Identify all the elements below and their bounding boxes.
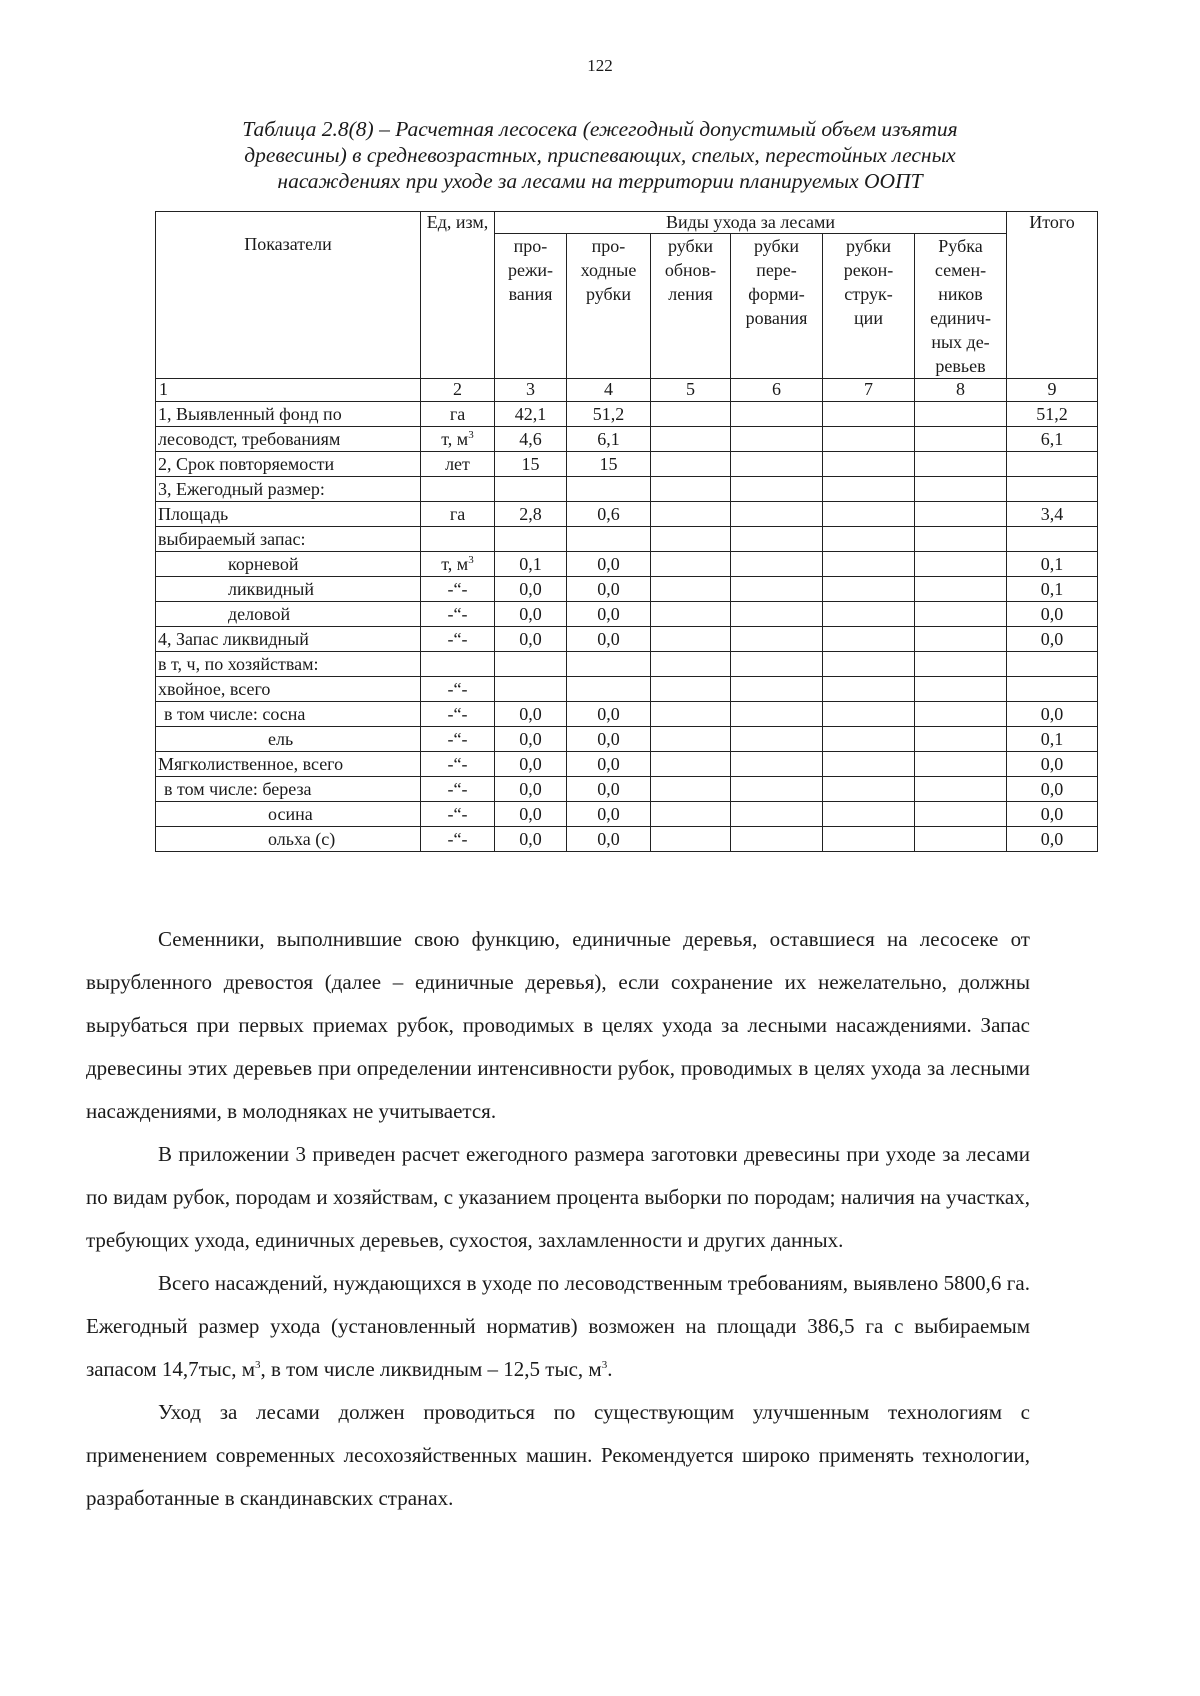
cell-total: 0,0	[1007, 702, 1098, 727]
column-index: 9	[1007, 379, 1098, 402]
cell-value: 0,0	[567, 577, 651, 602]
cell-value	[823, 552, 915, 577]
row-unit	[421, 702, 495, 727]
table-caption	[160, 116, 1040, 194]
cell-value	[915, 627, 1007, 652]
cell-value	[651, 552, 731, 577]
header-care-type-line: вания	[508, 284, 553, 304]
cell-value: 6,1	[567, 427, 651, 452]
paragraph-text: Всего насаждений, нуждающихся в уходе по лесоводственным требованиям, выявлено 5800,6 га. Ежегодный размер ухода (установленный норматив) возможен на площади 386,5 га с выбираемым запасом 14,7тыс, м	[86, 1271, 1030, 1381]
row-unit	[421, 502, 495, 527]
cell-value	[731, 402, 823, 427]
header-care-type-line: ления	[668, 284, 713, 304]
cell-value	[731, 627, 823, 652]
cell-value	[915, 752, 1007, 777]
header-care-type-line: ников	[938, 284, 983, 304]
table-row	[156, 477, 1098, 502]
row-label: хвойное, всего	[156, 677, 421, 702]
row-label: в том числе: береза	[156, 777, 421, 802]
cell-value: 0,6	[567, 502, 651, 527]
cell-total: 0,0	[1007, 802, 1098, 827]
row-label: корневой	[156, 552, 421, 577]
caption-line: Таблица 2.8(8) – Расчетная лесосека (ежегодный допустимый объем изъятия	[242, 117, 958, 141]
row-label: деловой	[156, 602, 421, 627]
header-care-type-line: семен-	[934, 260, 987, 280]
cell-value	[731, 752, 823, 777]
row-unit-text: т, м	[441, 553, 469, 574]
cell-value	[651, 477, 731, 502]
cell-value	[651, 627, 731, 652]
header-care-type-line: ции	[854, 308, 883, 328]
cell-value	[915, 477, 1007, 502]
cell-value	[731, 827, 823, 852]
header-care-type-line: ных де-	[931, 332, 990, 352]
header-care-type-2	[567, 234, 651, 379]
cell-value	[823, 777, 915, 802]
cell-value	[915, 652, 1007, 677]
cell-value	[567, 677, 651, 702]
header-care-type-5	[823, 234, 915, 379]
caption-line: насаждениях при уходе за лесами на территории планируемых ООПТ	[277, 169, 923, 193]
cell-value	[823, 652, 915, 677]
row-unit-text: га	[449, 403, 466, 424]
cell-value	[915, 827, 1007, 852]
table-row	[156, 802, 1098, 827]
paragraph-text: , в том числе ликвидным – 12,5 тыс, м	[260, 1357, 602, 1381]
paragraph-text: .	[607, 1357, 613, 1381]
cell-value	[651, 777, 731, 802]
cell-value	[651, 727, 731, 752]
cell-total	[1007, 477, 1098, 502]
cell-total: 0,0	[1007, 827, 1098, 852]
cell-value	[651, 752, 731, 777]
cell-value	[567, 477, 651, 502]
cell-value	[651, 402, 731, 427]
cell-value	[731, 502, 823, 527]
cell-value: 0,0	[567, 627, 651, 652]
table-row	[156, 577, 1098, 602]
cell-value	[823, 827, 915, 852]
cell-total: 0,0	[1007, 777, 1098, 802]
cell-total	[1007, 677, 1098, 702]
column-index: 2	[421, 379, 495, 402]
cell-value	[495, 477, 567, 502]
row-label: в т, ч, по хозяйствам:	[156, 652, 421, 677]
cell-total: 0,1	[1007, 577, 1098, 602]
cell-value	[651, 802, 731, 827]
row-label: 1, Выявленный фонд по	[156, 402, 421, 427]
cell-total: 0,0	[1007, 602, 1098, 627]
row-label: выбираемый запас:	[156, 527, 421, 552]
row-unit-text: -“-	[447, 578, 468, 599]
cell-value	[651, 502, 731, 527]
cell-value	[495, 527, 567, 552]
cell-value	[915, 502, 1007, 527]
cell-value	[823, 452, 915, 477]
cell-total: 6,1	[1007, 427, 1098, 452]
row-unit-text: -“-	[447, 778, 468, 799]
page-number: 122	[587, 56, 613, 75]
cell-value	[915, 727, 1007, 752]
body-text	[86, 918, 1030, 1520]
cell-value: 0,0	[567, 752, 651, 777]
row-unit	[421, 452, 495, 477]
header-unit	[421, 212, 495, 379]
column-index: 1	[156, 379, 421, 402]
cell-value	[915, 677, 1007, 702]
row-unit	[421, 402, 495, 427]
paragraph	[86, 1262, 1030, 1391]
table-row	[156, 652, 1098, 677]
table-row	[156, 777, 1098, 802]
cell-value	[731, 427, 823, 452]
cell-value: 0,0	[567, 802, 651, 827]
paragraph: В приложении 3 приведен расчет ежегодного размера заготовки древесины при уходе за лесами по видам рубок, породам и хозяйствам, с указанием процента выборки по породам; наличия на участках, требующих ухода, единичных деревьев, сухостоя, захламленности и других данных.	[86, 1142, 1030, 1252]
cell-value	[915, 602, 1007, 627]
cell-value: 2,8	[495, 502, 567, 527]
cell-value	[651, 527, 731, 552]
cell-value	[651, 577, 731, 602]
cell-value	[915, 777, 1007, 802]
header-care-type-3	[651, 234, 731, 379]
paragraph: Уход за лесами должен проводиться по существующим улучшенным технологиям с применением современных лесохозяйственных машин. Рекомендуется широко применять технологии, разработанные в скандинавских странах.	[86, 1400, 1030, 1510]
cell-value	[823, 577, 915, 602]
cell-total: 0,0	[1007, 752, 1098, 777]
row-label: ольха (с)	[156, 827, 421, 852]
row-unit	[421, 477, 495, 502]
header-care-type-line: рубки	[753, 236, 800, 256]
cell-total	[1007, 527, 1098, 552]
cell-value: 0,0	[567, 727, 651, 752]
cell-value: 0,0	[495, 777, 567, 802]
cell-total	[1007, 652, 1098, 677]
cell-total: 0,0	[1007, 627, 1098, 652]
header-care-types: Виды ухода за лесами	[495, 212, 1007, 234]
header-total: Итого	[1007, 212, 1098, 379]
cell-value: 0,0	[495, 627, 567, 652]
row-unit	[421, 577, 495, 602]
cell-value: 0,0	[495, 802, 567, 827]
cell-total: 0,1	[1007, 552, 1098, 577]
header-care-type-line: рубки	[667, 236, 714, 256]
cell-value	[823, 402, 915, 427]
cell-value	[567, 652, 651, 677]
cell-value	[915, 802, 1007, 827]
row-label: 3, Ежегодный размер:	[156, 477, 421, 502]
row-unit	[421, 777, 495, 802]
cell-value	[731, 602, 823, 627]
cell-value	[651, 427, 731, 452]
table-row	[156, 427, 1098, 452]
cell-value	[731, 577, 823, 602]
cell-value	[731, 677, 823, 702]
row-unit	[421, 802, 495, 827]
cell-total: 51,2	[1007, 402, 1098, 427]
row-unit	[421, 677, 495, 702]
cell-total: 0,1	[1007, 727, 1098, 752]
header-unit-label: Ед, изм,	[426, 212, 489, 232]
column-index: 6	[731, 379, 823, 402]
cell-value	[731, 652, 823, 677]
row-unit-sup: 3	[468, 428, 474, 441]
row-unit-text: -“-	[447, 828, 468, 849]
cell-value	[915, 527, 1007, 552]
cell-value	[651, 452, 731, 477]
cell-value	[823, 752, 915, 777]
cell-value: 0,0	[567, 827, 651, 852]
cell-value	[651, 702, 731, 727]
cell-value	[823, 502, 915, 527]
caption-line: древесины) в средневозрастных, приспевающих, спелых, перестойных лесных	[244, 143, 956, 167]
table-row	[156, 402, 1098, 427]
cell-value	[731, 477, 823, 502]
cell-value	[731, 727, 823, 752]
row-label: Мягколиственное, всего	[156, 752, 421, 777]
header-care-type-line: единич-	[930, 308, 991, 328]
row-unit	[421, 527, 495, 552]
row-unit	[421, 727, 495, 752]
cell-value	[731, 802, 823, 827]
cell-value	[823, 802, 915, 827]
cell-value: 0,0	[567, 602, 651, 627]
row-label: ель	[156, 727, 421, 752]
row-label: 4, Запас ликвидный	[156, 627, 421, 652]
header-care-type-line: пере-	[756, 260, 797, 280]
cell-value	[495, 652, 567, 677]
cell-value: 0,0	[567, 552, 651, 577]
row-unit-text: -“-	[447, 678, 468, 699]
header-care-type-line: про-	[513, 236, 548, 256]
cell-value	[823, 702, 915, 727]
row-unit	[421, 627, 495, 652]
cell-value: 0,0	[495, 577, 567, 602]
cell-value	[915, 702, 1007, 727]
header-care-type-line: струк-	[844, 284, 893, 304]
paragraph: Семенники, выполнившие свою функцию, единичные деревья, оставшиеся на лесосеке от вырубленного древостоя (далее – единичные деревья), если сохранение их нежелательно, должны вырубаться при первых приемах рубок, проводимых в целях ухода за лесными насаждениями. Запас древесины этих деревьев при определении интенсивности рубок, проводимых в целях ухода за лесными насаждениями, в молодняках не учитывается.	[86, 927, 1030, 1123]
cell-value	[915, 577, 1007, 602]
cell-value: 0,0	[567, 702, 651, 727]
header-care-type-line: обнов-	[664, 260, 717, 280]
cell-value: 4,6	[495, 427, 567, 452]
cell-value	[651, 827, 731, 852]
row-unit	[421, 602, 495, 627]
header-care-type-6	[915, 234, 1007, 379]
cell-value	[823, 527, 915, 552]
row-unit	[421, 752, 495, 777]
cell-value: 51,2	[567, 402, 651, 427]
cell-value	[651, 602, 731, 627]
superscript: 3	[255, 1359, 261, 1371]
cell-value	[651, 652, 731, 677]
cell-value	[731, 552, 823, 577]
row-unit-text: -“-	[447, 753, 468, 774]
table-row	[156, 452, 1098, 477]
cell-value	[495, 677, 567, 702]
row-label: ликвидный	[156, 577, 421, 602]
column-index: 8	[915, 379, 1007, 402]
cell-value: 42,1	[495, 402, 567, 427]
cell-value	[651, 677, 731, 702]
table-row	[156, 827, 1098, 852]
table-row	[156, 527, 1098, 552]
header-care-type-line: ходные	[580, 260, 637, 280]
row-label: осина	[156, 802, 421, 827]
row-unit-text: -“-	[447, 728, 468, 749]
row-unit-text: т, м	[441, 428, 469, 449]
table-row	[156, 552, 1098, 577]
cell-value	[731, 702, 823, 727]
cell-value: 0,0	[495, 602, 567, 627]
cell-value	[823, 627, 915, 652]
header-care-type-line: рекон-	[843, 260, 894, 280]
cell-value: 0,0	[495, 827, 567, 852]
cell-value	[823, 477, 915, 502]
table-row	[156, 677, 1098, 702]
cell-value: 0,0	[495, 727, 567, 752]
row-unit-text: -“-	[447, 628, 468, 649]
row-label: в том числе: сосна	[156, 702, 421, 727]
row-unit	[421, 552, 495, 577]
header-care-type-4	[731, 234, 823, 379]
cell-value	[823, 677, 915, 702]
cell-value	[731, 452, 823, 477]
cell-value	[731, 777, 823, 802]
table-row	[156, 602, 1098, 627]
column-index: 4	[567, 379, 651, 402]
table-row	[156, 752, 1098, 777]
cell-value: 15	[495, 452, 567, 477]
row-unit-text: -“-	[447, 803, 468, 824]
header-care-type-line: про-	[591, 236, 626, 256]
header-care-type-line: рования	[745, 308, 808, 328]
cell-value: 0,0	[495, 752, 567, 777]
header-care-type-line: форми-	[748, 284, 805, 304]
cell-value	[731, 527, 823, 552]
row-unit	[421, 427, 495, 452]
cell-value	[567, 527, 651, 552]
row-unit-text: -“-	[447, 603, 468, 624]
cell-value	[915, 427, 1007, 452]
cell-value	[823, 427, 915, 452]
row-unit	[421, 827, 495, 852]
row-label: 2, Срок повторяемости	[156, 452, 421, 477]
table-row	[156, 627, 1098, 652]
header-care-type-line: Рубка	[938, 236, 983, 256]
row-unit-sup: 3	[468, 553, 474, 566]
header-care-type-line: рубки	[585, 284, 632, 304]
row-unit-text: лет	[445, 453, 470, 474]
cell-value	[823, 727, 915, 752]
superscript: 3	[601, 1359, 608, 1371]
header-care-type-1	[495, 234, 567, 379]
cell-value: 0,0	[495, 702, 567, 727]
table-row	[156, 727, 1098, 752]
row-unit	[421, 652, 495, 677]
column-index: 5	[651, 379, 731, 402]
cell-value: 0,1	[495, 552, 567, 577]
header-indicators: Показатели	[156, 212, 421, 379]
column-index: 7	[823, 379, 915, 402]
column-index: 3	[495, 379, 567, 402]
cell-value	[915, 452, 1007, 477]
row-label: Площадь	[156, 502, 421, 527]
cell-total	[1007, 452, 1098, 477]
header-care-type-line: ревьев	[935, 356, 986, 376]
header-care-type-line: рубки	[845, 236, 892, 256]
cell-value: 0,0	[567, 777, 651, 802]
forest-care-table	[155, 211, 1098, 852]
header-care-type-line: режи-	[507, 260, 554, 280]
table-row	[156, 502, 1098, 527]
cell-value	[915, 552, 1007, 577]
cell-total: 3,4	[1007, 502, 1098, 527]
row-unit-text: га	[449, 503, 466, 524]
row-unit-text: -“-	[447, 703, 468, 724]
table-row	[156, 702, 1098, 727]
cell-value	[823, 602, 915, 627]
cell-value: 15	[567, 452, 651, 477]
row-label: лесоводст, требованиям	[156, 427, 421, 452]
cell-value	[915, 402, 1007, 427]
